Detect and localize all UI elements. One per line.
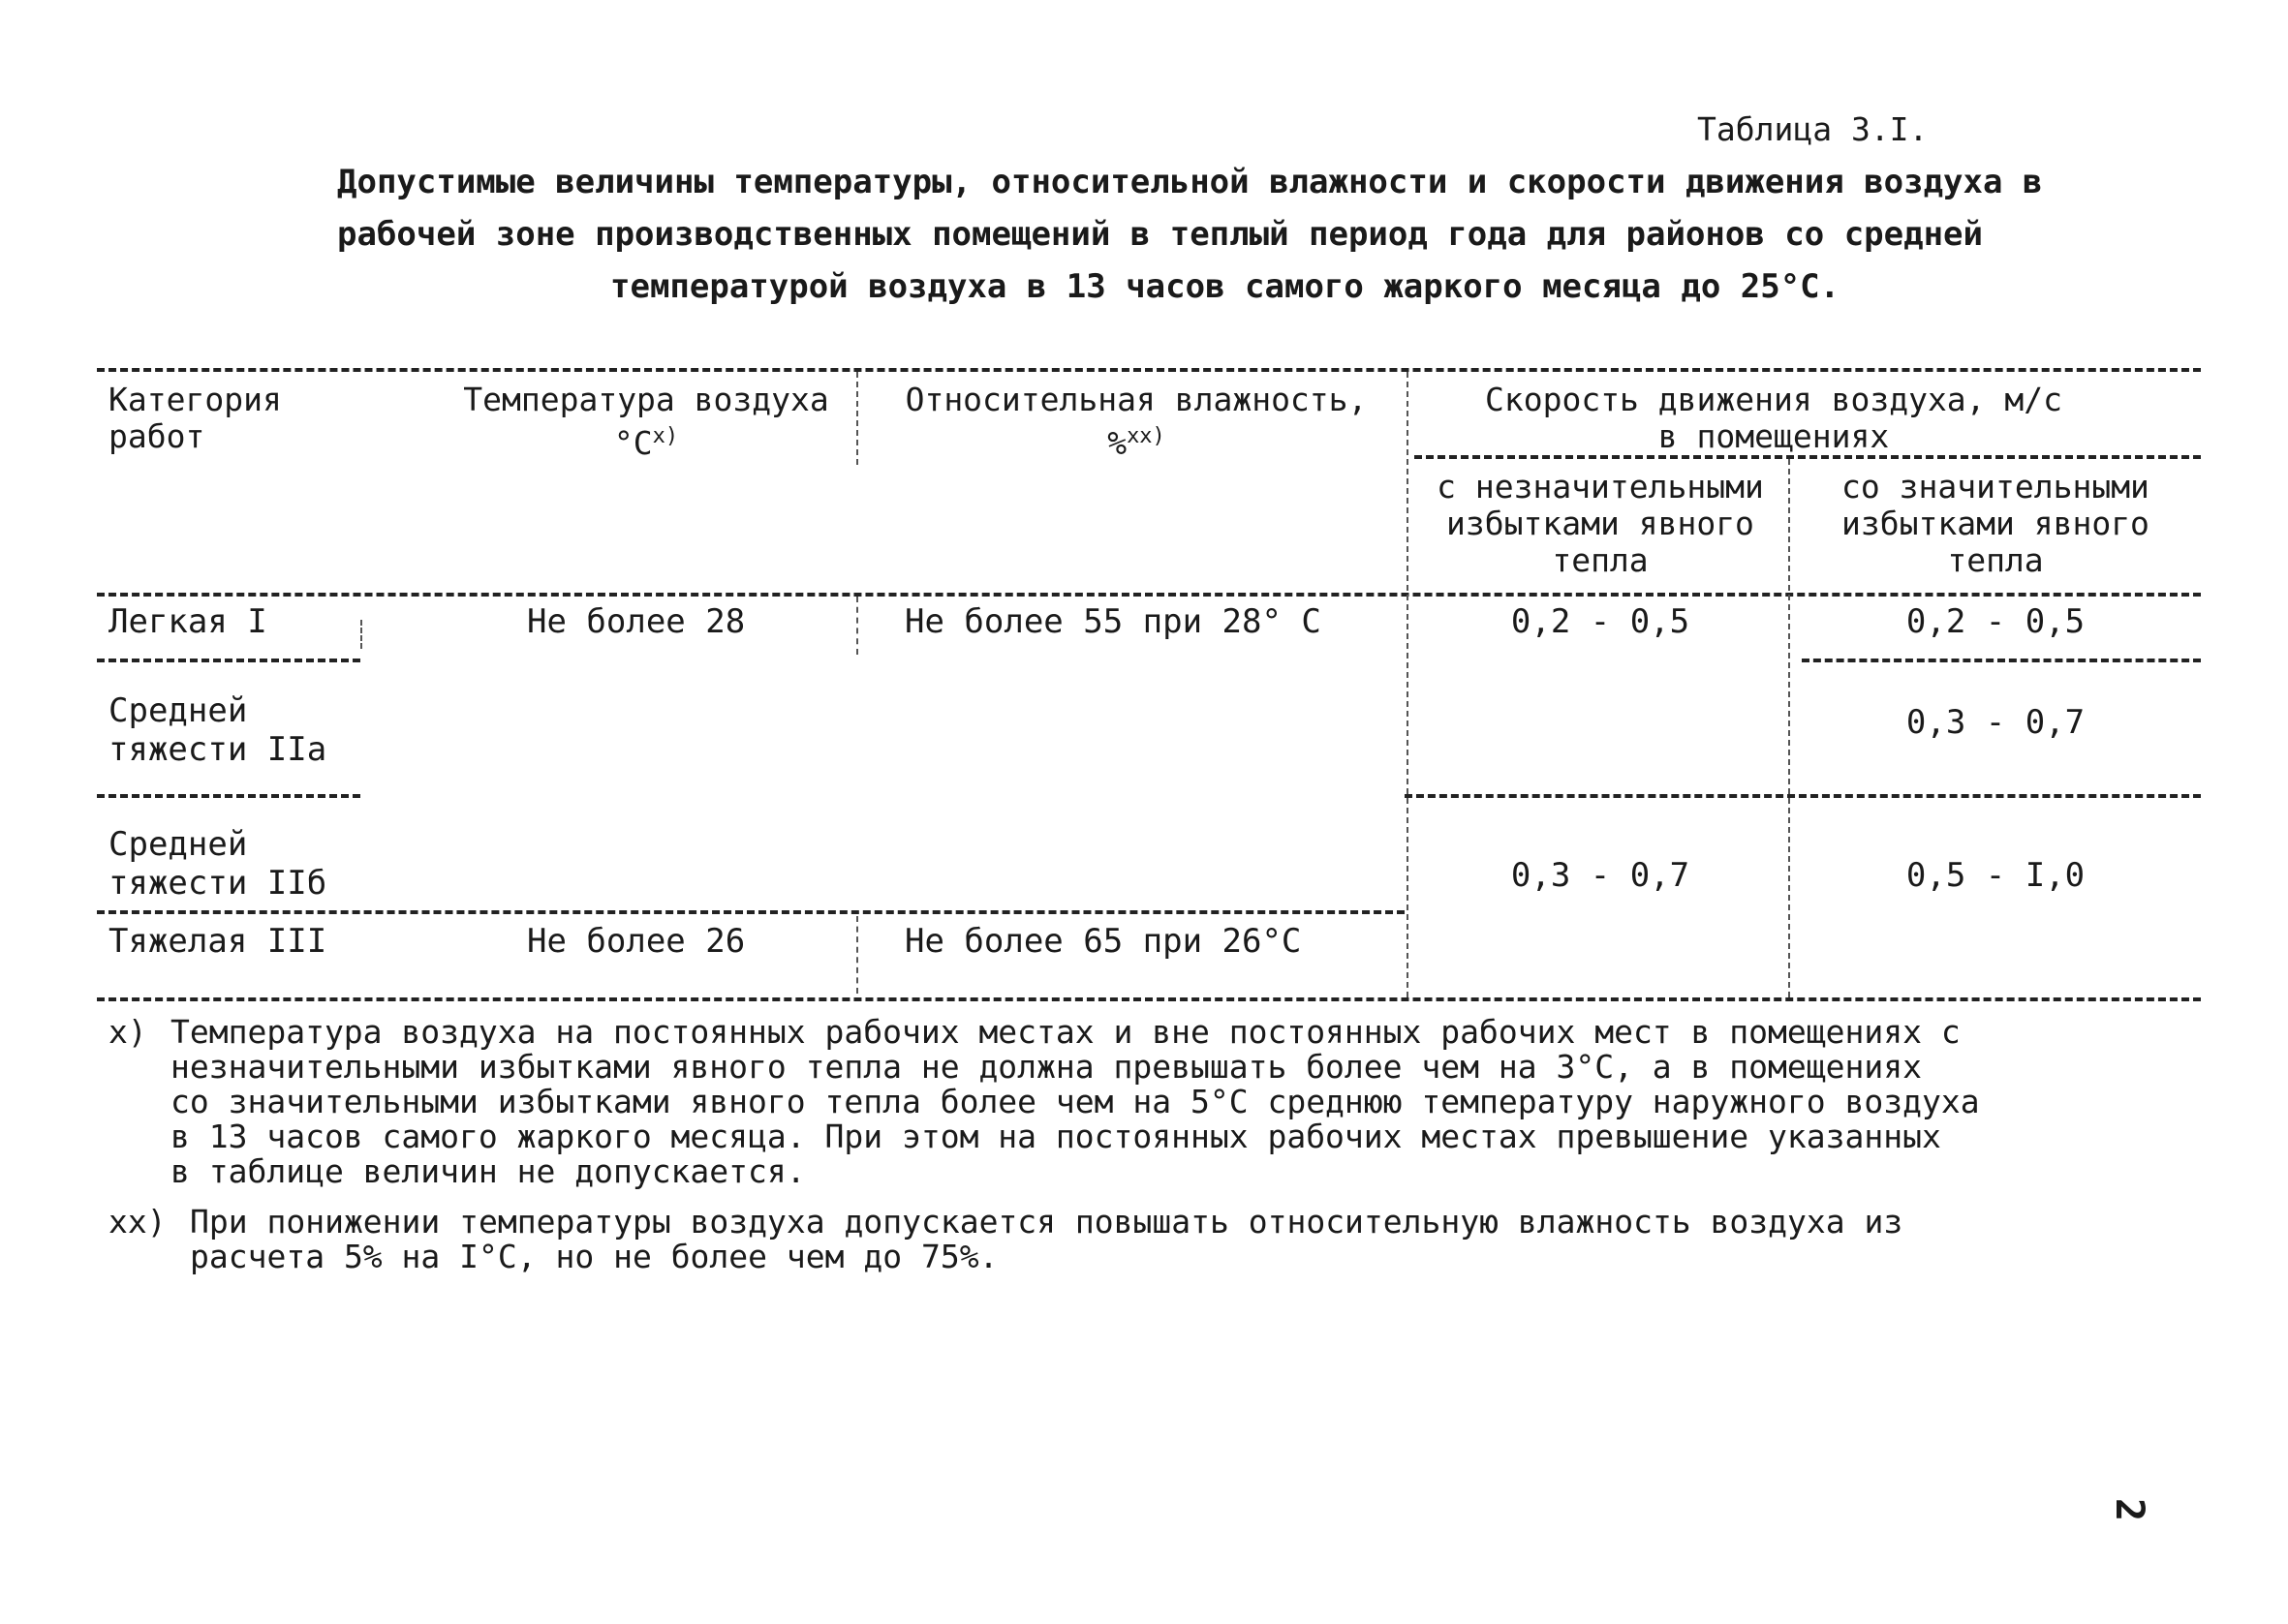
- header-speed-low: [1416, 469, 1784, 579]
- row2-speed-rule: [1405, 794, 2201, 798]
- table-heading-line-3: температурой воздуха в 13 часов самого жаркого месяца до 25°С.: [610, 267, 1840, 306]
- header-temperature-unit-row: [438, 418, 854, 462]
- header-speed-subtitle: в помещениях: [1657, 417, 1890, 455]
- row3-rule: [97, 910, 1405, 914]
- speed-subheader-rule: [1414, 455, 2201, 459]
- row2-category: Средней тяжести IIа: [108, 691, 327, 769]
- footnote-1-line-5: в таблице величин не допускается.: [170, 1152, 806, 1190]
- row1-humidity: Не более 55 при 28° С: [905, 602, 1321, 641]
- header-speed-text: Скорость движения воздуха, м/с: [1484, 381, 2063, 418]
- header-category-text: Категория работ: [108, 381, 282, 455]
- col-divider-temp-humidity-row4: [856, 916, 858, 994]
- table-number: Таблица 3.I.: [1697, 110, 1929, 148]
- col-divider-temp-humidity-row1: [856, 597, 858, 655]
- header-speed-low-text: с незначительными избытками явного тепла: [1437, 468, 1764, 579]
- row3-speed-high: 0,5 - I,0: [1905, 856, 2086, 895]
- row1-speed-high-rule: [1802, 659, 2201, 662]
- footnote-1-line-2: незначительными избытками явного тепла не должна превышать более чем на 3°С, а в помещениях: [170, 1048, 1922, 1086]
- table-bottom-rule: [97, 997, 2201, 1001]
- footnote-2-line-2: расчета 5% на I°С, но не более чем до 75%.: [190, 1238, 999, 1275]
- col-divider-speed-low-high: [1788, 459, 1790, 997]
- table-top-rule: [97, 368, 2201, 372]
- footnote-1-line-1: Температура воздуха на постоянных рабочих местах и вне постоянных рабочих мест в помещениях с: [170, 1013, 1961, 1051]
- row1-temperature: Не более 28: [527, 602, 746, 641]
- col-divider-category-row1: [360, 620, 362, 649]
- header-humidity-mark: xx): [1127, 424, 1165, 448]
- row2-speed-high: 0,3 - 0,7: [1905, 703, 2086, 742]
- page-number: 2: [2107, 1497, 2152, 1522]
- header-temperature-unit: °C: [613, 424, 653, 462]
- row1-category-rule: [97, 659, 360, 662]
- row4-temperature: Не более 26: [527, 922, 746, 961]
- table-heading-line-2: рабочей зоне производственных помещений в теплый период года для районов со средней: [337, 215, 1983, 254]
- header-speed: [1420, 382, 2127, 455]
- row3-category: Средней тяжести IIб: [108, 825, 327, 903]
- header-humidity: [870, 382, 1403, 462]
- header-temperature-mark: x): [652, 424, 679, 448]
- header-speed-high-text: со значительными избытками явного тепла: [1841, 468, 2149, 579]
- row2-category-rule: [97, 794, 360, 798]
- row4-humidity: Не более 65 при 26°С: [905, 922, 1302, 961]
- row4-category: Тяжелая III: [108, 922, 327, 961]
- row1-speed-low: 0,2 - 0,5: [1510, 602, 1690, 641]
- footnote-1-line-3: со значительными избытками явного тепла более чем на 5°С среднюю температуру наружного воздуха: [170, 1083, 1980, 1120]
- footnote-1: [170, 1015, 1980, 1189]
- header-humidity-unit: %: [1107, 424, 1128, 462]
- header-humidity-unit-row: [870, 418, 1403, 462]
- header-humidity-text: Относительная влажность,: [905, 381, 1368, 418]
- footnote-1-mark: x): [108, 1013, 147, 1051]
- col-divider-humidity-speed: [1407, 372, 1408, 997]
- header-temperature-text: Температура воздуха: [463, 381, 829, 418]
- table-heading-line-1: Допустимые величины температуры, относительной влажности и скорости движения воздуха в: [337, 163, 2043, 201]
- row3-speed-low: 0,3 - 0,7: [1510, 856, 1690, 895]
- header-speed-high: [1802, 469, 2189, 579]
- header-bottom-rule: [97, 593, 2201, 597]
- col-divider-temp-humidity-header: [856, 372, 858, 465]
- footnote-2-line-1: При понижении температуры воздуха допускается повышать относительную влажность воздуха из: [190, 1203, 1903, 1241]
- row1-category: Легкая I: [108, 602, 267, 641]
- row1-speed-high: 0,2 - 0,5: [1905, 602, 2086, 641]
- header-category: [108, 382, 341, 455]
- footnote-1-line-4: в 13 часов самого жаркого месяца. При этом на постоянных рабочих местах превышение указанных: [170, 1118, 1941, 1155]
- footnote-2: [190, 1205, 1902, 1274]
- header-temperature: [438, 382, 854, 462]
- footnote-2-mark: xx): [108, 1203, 167, 1241]
